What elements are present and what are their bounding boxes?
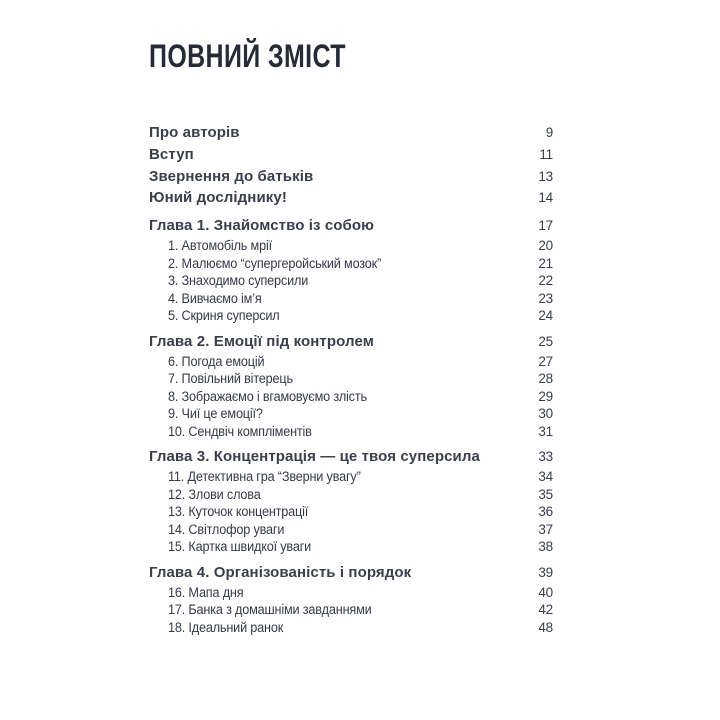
- toc-entry-label: 2. Малюємо “супергеройський мозок”: [168, 255, 382, 271]
- chapter-item-row: [149, 520, 553, 538]
- toc-entry-page-number: 31: [538, 423, 553, 439]
- chapter-item-row: [149, 237, 553, 255]
- toc-entry-label: Юний досліднику!: [149, 189, 287, 207]
- toc-entry-label: 4. Вивчаємо ім’я: [168, 290, 262, 306]
- chapter-item-row: [149, 307, 553, 325]
- toc-entry-page-number: 38: [538, 539, 553, 554]
- toc-entry-label: Про авторів: [149, 124, 240, 142]
- toc-entry-label: Глава 4. Організованість і порядок: [149, 563, 412, 581]
- toc-entry-page-number: 37: [538, 521, 553, 537]
- front-matter-row: [149, 165, 553, 187]
- front-matter-row: [149, 144, 553, 166]
- chapter-item-row: [149, 583, 553, 601]
- chapter-item-row: [149, 601, 553, 619]
- chapter-section: [149, 330, 553, 440]
- chapter-heading-row: [149, 330, 553, 352]
- chapters-list: [149, 215, 553, 636]
- toc-entry-page-number: 36: [538, 504, 553, 519]
- toc-entry-label: 3. Знаходимо суперсили: [168, 273, 309, 288]
- chapter-item-row: [149, 618, 553, 636]
- toc-entry-label: 9. Чиї це емоції?: [168, 406, 263, 421]
- toc-entry-page-number: 27: [538, 353, 553, 369]
- front-matter-row: [149, 187, 553, 209]
- toc-entry-label: 11. Детективна гра “Зверни увагу”: [168, 469, 361, 484]
- toc-entry-label: 12. Злови слова: [168, 486, 261, 502]
- chapter-item-row: [149, 272, 553, 290]
- toc-entry-label: 5. Скриня суперсил: [168, 308, 280, 323]
- toc-entry-label: 16. Мапа дня: [168, 584, 244, 600]
- toc-entry-label: Глава 1. Знайомство із собою: [149, 217, 375, 235]
- chapter-section: [149, 446, 553, 556]
- toc-entry-page-number: 28: [538, 371, 553, 386]
- toc-entry-page-number: 30: [538, 406, 553, 421]
- toc-entry-label: 15. Картка швидкої уваги: [168, 539, 312, 554]
- chapter-item-row: [149, 387, 553, 405]
- chapter-item-row: [149, 289, 553, 307]
- toc-entry-label: 1. Автомобіль мрії: [168, 238, 272, 253]
- chapter-item-row: [149, 370, 553, 388]
- chapter-heading-row: [149, 446, 553, 468]
- chapter-item-row: [149, 485, 553, 503]
- toc-entry-label: 10. Сендвіч компліментів: [168, 423, 312, 439]
- chapter-item-row: [149, 538, 553, 556]
- toc-entry-page-number: 23: [538, 290, 553, 306]
- toc-entry-page-number: 42: [538, 602, 553, 617]
- toc-entry-page-number: 25: [538, 333, 553, 349]
- toc-entry-page-number: 14: [538, 190, 553, 206]
- toc-entry-label: 8. Зображаємо і вгамовуємо злість: [168, 388, 367, 404]
- toc-entry-page-number: 40: [538, 584, 553, 600]
- toc-entry-page-number: 9: [545, 125, 553, 141]
- toc-entry-label: 13. Куточок концентрації: [168, 504, 309, 519]
- toc-entry-label: Звернення до батьків: [149, 167, 314, 185]
- chapter-section: [149, 215, 553, 325]
- chapter-item-row: [149, 422, 553, 440]
- toc-entry-page-number: 29: [538, 388, 553, 404]
- toc-entry-label: 18. Ідеальний ранок: [168, 619, 284, 635]
- toc-entry-page-number: 22: [538, 273, 553, 288]
- front-matter-list: [149, 122, 553, 209]
- toc-entry-page-number: 17: [538, 218, 553, 234]
- toc-entry-page-number: 33: [538, 449, 553, 465]
- chapter-item-row: [149, 254, 553, 272]
- toc-entry-label: 17. Банка з домашніми завданнями: [168, 602, 372, 617]
- toc-entry-page-number: 21: [538, 255, 553, 271]
- toc-entry-page-number: 24: [538, 308, 553, 323]
- toc-entry-page-number: 39: [538, 564, 553, 580]
- chapter-item-row: [149, 352, 553, 370]
- chapter-section: [149, 561, 553, 636]
- chapter-item-row: [149, 468, 553, 486]
- toc-entry-label: 14. Світлофор уваги: [168, 521, 285, 537]
- toc-content: [149, 122, 553, 636]
- toc-entry-label: 7. Повільний вітерець: [168, 371, 293, 386]
- toc-entry-page-number: 11: [539, 147, 553, 163]
- front-matter-row: [149, 122, 553, 144]
- toc-entry-page-number: 20: [538, 238, 553, 253]
- toc-entry-page-number: 35: [538, 486, 553, 502]
- toc-entry-label: Глава 2. Емоції під контролем: [149, 332, 374, 350]
- toc-entry-label: 6. Погода емоцій: [168, 353, 265, 369]
- toc-entry-page-number: 13: [538, 168, 553, 184]
- chapter-heading-row: [149, 215, 553, 237]
- toc-entry-page-number: 34: [538, 469, 553, 484]
- toc-entry-page-number: 48: [538, 619, 553, 635]
- chapter-item-row: [149, 503, 553, 521]
- toc-entry-label: Вступ: [149, 146, 194, 164]
- chapter-heading-row: [149, 561, 553, 583]
- page-title: ПОВНИЙ ЗМІСТ: [149, 38, 346, 74]
- toc-entry-label: Глава 3. Концентрація — це твоя суперсила: [149, 448, 480, 466]
- chapter-item-row: [149, 405, 553, 423]
